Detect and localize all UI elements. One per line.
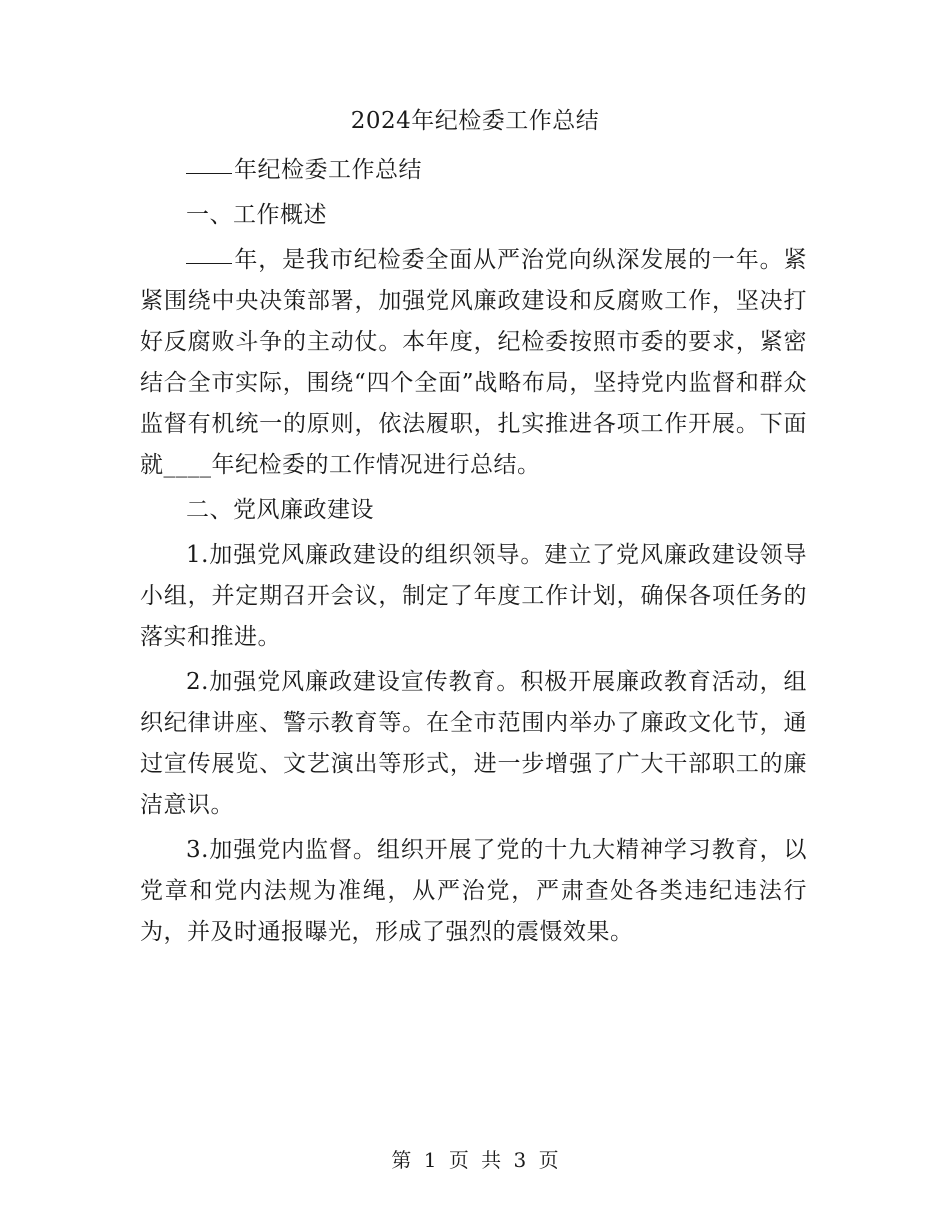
blank-underline	[186, 172, 232, 174]
paragraph-item-2: 2.加强党风廉政建设宣传教育。积极开展廉政教育活动，组织纪律讲座、警示教育等。在全市范围内举办了廉政文化节，通过宣传展览、文艺演出等形式，进一步增强了广大干部职工的廉洁意识。	[140, 669, 807, 818]
paragraph-item-1: 1.加强党风廉政建设的组织领导。建立了党风廉政建设领导小组，并定期召开会议，制定了年度工作计划，确保各项任务的落实和推进。	[140, 542, 807, 650]
paragraph-subtitle: 年纪检委工作总结	[140, 150, 807, 191]
document-body	[140, 150, 807, 957]
blank-underline	[186, 262, 232, 264]
paragraph-item-3: 3.加强党内监督。组织开展了党的十九大精神学习教育，以党章和党内法规为准绳，从严治党，严肃查处各类违纪违法行为，并及时通报曝光，形成了强烈的震慑效果。	[140, 837, 807, 945]
paragraph-overview: 年，是我市纪检委全面从严治党向纵深发展的一年。紧紧围绕中央决策部署，加强党风廉政建设和反腐败工作，坚决打好反腐败斗争的主动仗。本年度，纪检委按照市委的要求，紧密结合全市实际，围绕“四个全面”战略布局，坚持党内监督和群众监督有机统一的原则，依法履职，扎实推进各项工作开展。下面就____年纪检委的工作情况进行总结。	[140, 247, 807, 478]
document-title: 2024年纪检委工作总结	[350, 108, 600, 134]
page-footer: 第 1 页 共 3 页	[391, 1148, 559, 1172]
section-heading-integrity: 二、党风廉政建设	[186, 497, 374, 523]
section-heading-overview: 一、工作概述	[186, 202, 327, 228]
